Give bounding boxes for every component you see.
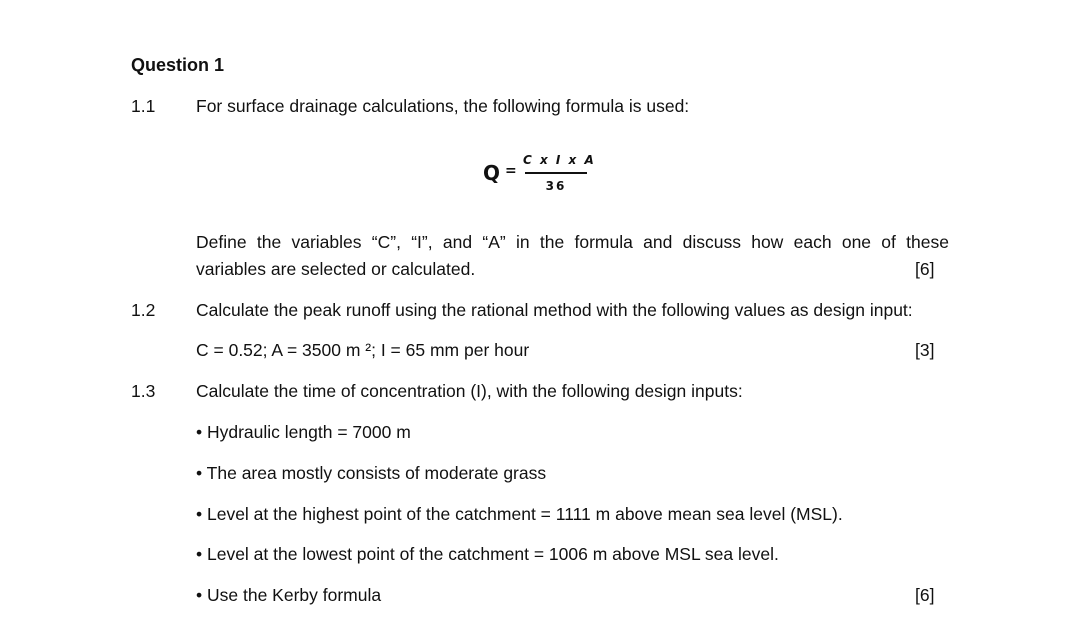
question-title: Question 1 — [131, 55, 225, 75]
bullet-lowest-level: • Level at the lowest point of the catchment = 1006 m above MSL sea level. — [196, 544, 779, 564]
question-number-1-2: 1.2 — [131, 300, 156, 320]
bullet-kerby-formula: • Use the Kerby formula — [196, 585, 382, 605]
formula-equals: = — [505, 163, 517, 179]
bullet-highest-level: • Level at the highest point of the catchment = 1111 m above mean sea level (MSL). — [196, 504, 843, 524]
question-1-3-marks: [6] — [915, 585, 935, 605]
bullet-area-grass: • The area mostly consists of moderate grass — [196, 463, 547, 483]
question-number-1-1: 1.1 — [131, 96, 156, 116]
question-1-2-text: Calculate the peak runoff using the rational method with the following values as design input: — [196, 300, 913, 320]
question-1-1-marks: [6] — [915, 259, 935, 279]
question-number-1-3: 1.3 — [131, 381, 156, 401]
question-1-2-values: C = 0.52; A = 3500 m ²; I = 65 mm per hour — [196, 340, 530, 360]
bullet-hydraulic-length: • Hydraulic length = 7000 m — [196, 422, 411, 442]
question-1-3-text: Calculate the time of concentration (I), with the following design inputs: — [196, 381, 743, 401]
question-1-2-marks: [3] — [915, 340, 935, 360]
fraction-bar — [525, 172, 587, 174]
question-1-1-instruction-line1: Define the variables “C”, “I”, and “A” in the formula and discuss how each one of these — [196, 232, 949, 252]
question-1-1-intro: For surface drainage calculations, the following formula is used: — [196, 96, 690, 116]
formula-lhs: Q — [483, 161, 501, 185]
question-1-1-instruction-line2: variables are selected or calculated. — [196, 259, 476, 279]
formula-denominator: 36 — [545, 179, 567, 193]
formula-numerator: C x I x A — [523, 153, 596, 167]
